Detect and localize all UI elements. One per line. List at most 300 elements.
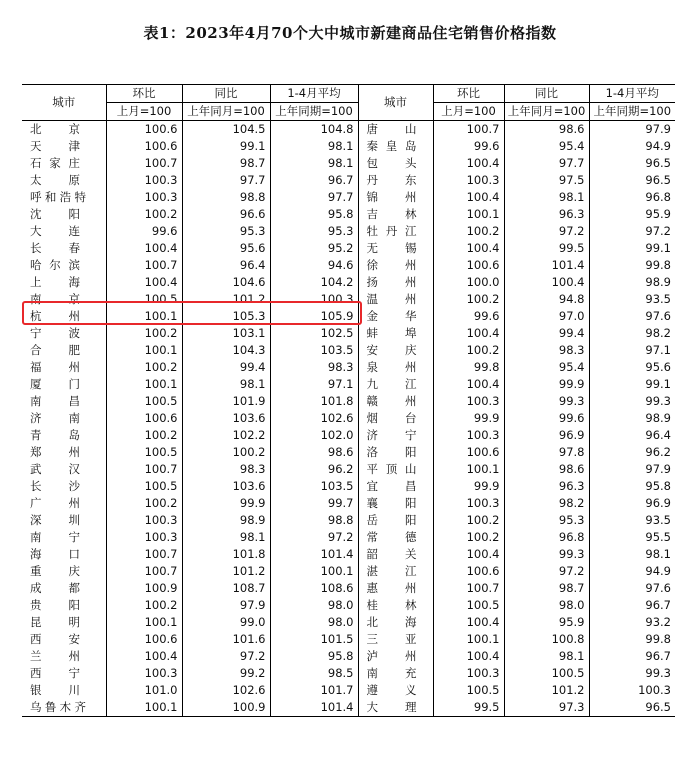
mom-value-left: 100.6 [106, 631, 182, 648]
city-name-left [22, 597, 106, 614]
avg-value-right: 99.1 [645, 377, 671, 391]
avg-value-right: 93.5 [645, 513, 671, 527]
city-name-text: 锦州 [366, 190, 417, 204]
yoy-value-right: 98.2 [504, 495, 589, 512]
mom-value-right: 100.3 [433, 393, 504, 410]
table-row [22, 359, 675, 376]
mom-value-left: 100.1 [106, 614, 182, 631]
city-name-text: 哈尔滨 [30, 258, 80, 272]
avg-value-left: 102.6 [270, 410, 358, 427]
city-name-text: 长沙 [30, 479, 80, 493]
yoy-value-right: 98.3 [504, 342, 589, 359]
yoy-value-left: 100.2 [182, 444, 270, 461]
avg-value-right: 96.5 [589, 699, 675, 717]
mom-value-left: 100.9 [106, 580, 182, 597]
yoy-value-right: 95.4 [504, 359, 589, 376]
city-name-right [358, 121, 433, 139]
avg-value-left: 97.2 [270, 529, 358, 546]
city-name-text: 襄阳 [366, 496, 417, 510]
city-name-left [22, 614, 106, 631]
mom-value-right: 100.5 [433, 682, 504, 699]
table-row [22, 631, 675, 648]
avg-value-left: 103.5 [270, 342, 358, 359]
avg-value-left: 108.6 [270, 580, 358, 597]
table-row [22, 614, 675, 631]
mom-value-right: 99.9 [433, 478, 504, 495]
avg-value-left: 96.2 [270, 461, 358, 478]
table-row [22, 240, 675, 257]
mom-value-left: 100.7 [106, 257, 182, 274]
yoy-value-left: 103.6 [182, 410, 270, 427]
yoy-value-right: 98.7 [504, 580, 589, 597]
avg-value-right: 97.2 [645, 224, 671, 238]
table-row [22, 223, 675, 240]
avg-value-left: 101.8 [270, 393, 358, 410]
city-header-left: 城市 [22, 85, 106, 121]
yoy-base-right: 上年同月=100 [504, 103, 589, 121]
yoy-value-left: 101.2 [182, 291, 270, 308]
avg-base-right: 上年同期=100 [589, 103, 675, 121]
city-name-text: 牡丹江 [366, 224, 417, 238]
avg-value-left: 95.2 [270, 240, 358, 257]
table-row [22, 529, 675, 546]
city-name-text: 平顶山 [366, 462, 417, 476]
avg-value-left: 98.3 [270, 359, 358, 376]
mom-value-left: 100.3 [106, 512, 182, 529]
city-name-left [22, 376, 106, 393]
city-name-right [358, 308, 433, 325]
yoy-value-right: 95.9 [504, 614, 589, 631]
city-name-text: 大连 [30, 224, 80, 238]
mom-value-left: 100.3 [106, 665, 182, 682]
city-name-right [358, 665, 433, 682]
city-name-text: 北海 [366, 615, 417, 629]
city-name-text: 蚌埠 [366, 326, 417, 340]
city-name-text: 南充 [366, 666, 417, 680]
table-title: 表1：2023年4月70个大中城市新建商品住宅销售价格指数 [143, 24, 557, 42]
city-name-text: 天津 [30, 139, 80, 153]
city-name-text: 大理 [366, 700, 417, 714]
table-row [22, 325, 675, 342]
yoy-base-left: 上年同月=100 [182, 103, 270, 121]
city-name-text: 遵义 [366, 683, 417, 697]
avg-value-left: 104.8 [270, 121, 358, 139]
city-name-left [22, 257, 106, 274]
city-name-right [358, 223, 433, 240]
city-name-right [358, 529, 433, 546]
avg-value-left: 103.5 [270, 478, 358, 495]
city-name-text: 唐山 [366, 122, 417, 136]
yoy-value-left: 97.7 [182, 172, 270, 189]
city-name-right [358, 359, 433, 376]
city-name-left [22, 223, 106, 240]
mom-value-right: 100.3 [433, 665, 504, 682]
table-row [22, 257, 675, 274]
city-name-right [358, 597, 433, 614]
city-name-text: 徐州 [366, 258, 417, 272]
mom-value-left: 100.2 [106, 495, 182, 512]
city-name-text: 南京 [30, 292, 80, 306]
avg-value-right: 96.9 [645, 496, 671, 510]
city-name-text: 宜昌 [366, 479, 417, 493]
yoy-value-left: 99.1 [182, 138, 270, 155]
yoy-value-left: 104.5 [182, 121, 270, 139]
yoy-value-left: 98.9 [182, 512, 270, 529]
avg-value-left: 98.5 [270, 665, 358, 682]
city-name-text: 桂林 [366, 598, 417, 612]
avg-value-left: 98.1 [270, 155, 358, 172]
mom-value-right: 100.6 [433, 257, 504, 274]
table-row [22, 342, 675, 359]
city-name-text: 三亚 [366, 632, 417, 646]
city-name-text: 丹东 [366, 173, 417, 187]
city-name-left [22, 478, 106, 495]
avg-value-right: 100.3 [638, 683, 671, 697]
mom-value-left: 100.4 [106, 274, 182, 291]
city-name-right [358, 563, 433, 580]
mom-value-left: 100.7 [106, 546, 182, 563]
yoy-value-right: 96.9 [504, 427, 589, 444]
price-index-table [22, 84, 675, 717]
mom-value-right: 100.2 [433, 512, 504, 529]
city-name-left [22, 240, 106, 257]
mom-value-right: 100.2 [433, 291, 504, 308]
city-name-text: 乌鲁木齐 [30, 700, 86, 714]
table-row [22, 410, 675, 427]
yoy-value-right: 97.2 [504, 563, 589, 580]
city-name-text: 包头 [366, 156, 417, 170]
avg-value-right: 99.1 [645, 241, 671, 255]
mom-value-right: 99.5 [433, 699, 504, 717]
city-name-left [22, 461, 106, 478]
avg-value-right: 97.6 [645, 309, 671, 323]
avg-value-right: 99.3 [645, 666, 671, 680]
avg-value-left: 95.8 [270, 206, 358, 223]
city-name-left [22, 138, 106, 155]
yoy-value-left: 101.9 [182, 393, 270, 410]
mom-value-left: 100.1 [106, 376, 182, 393]
mom-value-right: 100.3 [433, 427, 504, 444]
city-name-text: 秦皇岛 [366, 139, 417, 153]
avg-value-right: 94.9 [645, 139, 671, 153]
city-name-text: 济南 [30, 411, 80, 425]
avg-value-left: 101.5 [270, 631, 358, 648]
yoy-header-left: 同比 [182, 85, 270, 103]
avg-value-right: 99.3 [645, 394, 671, 408]
yoy-value-right: 101.2 [504, 682, 589, 699]
city-name-left [22, 495, 106, 512]
city-name-left [22, 393, 106, 410]
avg-value-left: 98.0 [270, 597, 358, 614]
mom-value-right: 100.7 [433, 121, 504, 139]
mom-value-right: 100.2 [433, 342, 504, 359]
yoy-value-right: 98.0 [504, 597, 589, 614]
city-name-left [22, 342, 106, 359]
avg-value-left: 105.9 [270, 308, 358, 325]
city-name-text: 韶关 [366, 547, 417, 561]
yoy-value-right: 97.0 [504, 308, 589, 325]
city-name-text: 温州 [366, 292, 417, 306]
city-name-text: 杭州 [30, 309, 80, 323]
table-row [22, 155, 675, 172]
mom-value-left: 100.2 [106, 206, 182, 223]
city-name-right [358, 155, 433, 172]
city-name-text: 太原 [30, 173, 80, 187]
city-name-left [22, 699, 106, 717]
yoy-value-right: 96.8 [504, 529, 589, 546]
avg-base-left: 上年同期=100 [270, 103, 358, 121]
mom-value-right: 99.9 [433, 410, 504, 427]
mom-value-right: 100.5 [433, 597, 504, 614]
yoy-value-left: 104.3 [182, 342, 270, 359]
yoy-value-right: 98.6 [504, 461, 589, 478]
avg-value-left: 96.7 [270, 172, 358, 189]
mom-value-left: 100.2 [106, 597, 182, 614]
city-header-right: 城市 [358, 85, 433, 121]
mom-value-left: 100.2 [106, 359, 182, 376]
city-name-text: 无锡 [366, 241, 417, 255]
city-name-left [22, 121, 106, 139]
city-name-left [22, 155, 106, 172]
city-name-left [22, 529, 106, 546]
yoy-value-left: 97.9 [182, 597, 270, 614]
city-name-right [358, 580, 433, 597]
city-name-left [22, 512, 106, 529]
mom-value-right: 100.2 [433, 223, 504, 240]
yoy-value-left: 105.3 [182, 308, 270, 325]
table-row [22, 121, 675, 139]
avg-value-right: 98.9 [645, 411, 671, 425]
mom-value-left: 100.5 [106, 478, 182, 495]
city-name-text: 北京 [30, 122, 80, 136]
yoy-header-right: 同比 [504, 85, 589, 103]
city-name-text: 银川 [30, 683, 80, 697]
mom-value-left: 100.2 [106, 427, 182, 444]
mom-value-right: 100.4 [433, 546, 504, 563]
mom-value-right: 99.6 [433, 308, 504, 325]
yoy-value-left: 99.9 [182, 495, 270, 512]
avg-value-right: 98.9 [645, 275, 671, 289]
city-name-left [22, 325, 106, 342]
mom-value-left: 100.3 [106, 172, 182, 189]
table-row [22, 699, 675, 717]
city-name-text: 九江 [366, 377, 417, 391]
city-name-text: 泉州 [366, 360, 417, 374]
city-name-right [358, 206, 433, 223]
city-name-text: 扬州 [366, 275, 417, 289]
city-name-text: 常德 [366, 530, 417, 544]
mom-value-left: 100.7 [106, 155, 182, 172]
avg-value-right: 95.5 [645, 530, 671, 544]
avg-value-left: 98.6 [270, 444, 358, 461]
mom-value-right: 100.4 [433, 614, 504, 631]
avg-value-right: 97.1 [645, 343, 671, 357]
city-name-left [22, 410, 106, 427]
city-name-text: 宁波 [30, 326, 80, 340]
avg-value-left: 94.6 [270, 257, 358, 274]
avg-value-right: 93.5 [645, 292, 671, 306]
yoy-value-left: 97.2 [182, 648, 270, 665]
yoy-value-right: 101.4 [504, 257, 589, 274]
highlight-box-nanjing [22, 301, 362, 325]
yoy-value-right: 99.6 [504, 410, 589, 427]
avg-value-right: 99.8 [645, 258, 671, 272]
mom-value-right: 100.4 [433, 155, 504, 172]
city-name-right [358, 189, 433, 206]
yoy-value-left: 98.1 [182, 376, 270, 393]
mom-value-left: 100.7 [106, 563, 182, 580]
mom-value-left: 100.3 [106, 189, 182, 206]
city-name-left [22, 189, 106, 206]
mom-value-left: 100.1 [106, 699, 182, 717]
avg-value-left: 101.4 [270, 546, 358, 563]
table-row [22, 189, 675, 206]
yoy-value-right: 98.1 [504, 648, 589, 665]
mom-value-left: 100.1 [106, 342, 182, 359]
table-row [22, 274, 675, 291]
yoy-value-left: 98.3 [182, 461, 270, 478]
mom-value-right: 100.6 [433, 444, 504, 461]
mom-value-left: 100.6 [106, 138, 182, 155]
table-row [22, 665, 675, 682]
city-name-right [358, 461, 433, 478]
yoy-value-left: 108.7 [182, 580, 270, 597]
mom-value-right: 100.4 [433, 376, 504, 393]
yoy-value-left: 102.6 [182, 682, 270, 699]
avg-value-left: 101.4 [270, 699, 358, 717]
yoy-value-left: 95.6 [182, 240, 270, 257]
yoy-value-right: 100.8 [504, 631, 589, 648]
table-row [22, 206, 675, 223]
avg-value-right: 98.2 [645, 326, 671, 340]
city-name-left [22, 427, 106, 444]
mom-value-right: 99.8 [433, 359, 504, 376]
city-name-text: 岳阳 [366, 513, 417, 527]
table-row [22, 580, 675, 597]
avg-value-right: 97.6 [645, 581, 671, 595]
mom-value-left: 100.5 [106, 291, 182, 308]
city-name-right [358, 376, 433, 393]
city-name-left [22, 359, 106, 376]
table-row [22, 427, 675, 444]
table-row [22, 172, 675, 189]
table-row [22, 563, 675, 580]
mom-value-right: 100.1 [433, 206, 504, 223]
yoy-value-right: 95.3 [504, 512, 589, 529]
table-row [22, 138, 675, 155]
city-name-text: 金华 [366, 309, 417, 323]
city-name-text: 吉林 [366, 207, 417, 221]
city-name-right [358, 342, 433, 359]
city-name-left [22, 665, 106, 682]
avg-value-left: 100.3 [270, 291, 358, 308]
yoy-value-right: 97.8 [504, 444, 589, 461]
avg-value-right: 95.6 [645, 360, 671, 374]
table-row [22, 546, 675, 563]
city-name-text: 贵阳 [30, 598, 80, 612]
yoy-value-left: 101.6 [182, 631, 270, 648]
city-name-text: 福州 [30, 360, 80, 374]
city-name-text: 南宁 [30, 530, 80, 544]
avg-value-left: 98.1 [270, 138, 358, 155]
avg-value-left: 99.7 [270, 495, 358, 512]
city-name-left [22, 648, 106, 665]
yoy-value-right: 99.9 [504, 376, 589, 393]
city-name-text: 郑州 [30, 445, 80, 459]
mom-value-left: 99.6 [106, 223, 182, 240]
avg-value-left: 97.1 [270, 376, 358, 393]
yoy-value-right: 98.1 [504, 189, 589, 206]
avg-value-right: 96.8 [645, 190, 671, 204]
table-row [22, 648, 675, 665]
mom-value-left: 100.7 [106, 461, 182, 478]
yoy-value-right: 99.5 [504, 240, 589, 257]
yoy-value-left: 103.1 [182, 325, 270, 342]
yoy-value-right: 97.3 [504, 699, 589, 717]
city-name-left [22, 444, 106, 461]
city-name-right [358, 614, 433, 631]
city-name-text: 长春 [30, 241, 80, 255]
avg-value-left: 98.0 [270, 614, 358, 631]
avg-value-right: 96.7 [645, 598, 671, 612]
avg-header-left: 1-4月平均 [270, 85, 358, 103]
city-name-text: 西宁 [30, 666, 80, 680]
city-name-left [22, 580, 106, 597]
yoy-value-left: 98.8 [182, 189, 270, 206]
mom-value-left: 100.5 [106, 444, 182, 461]
table-row [22, 461, 675, 478]
city-name-right [358, 325, 433, 342]
mom-value-right: 100.4 [433, 189, 504, 206]
city-name-text: 青岛 [30, 428, 80, 442]
city-name-right [358, 291, 433, 308]
mom-value-left: 100.2 [106, 325, 182, 342]
yoy-value-right: 100.5 [504, 665, 589, 682]
mom-value-left: 100.5 [106, 393, 182, 410]
yoy-value-right: 97.5 [504, 172, 589, 189]
yoy-value-left: 102.2 [182, 427, 270, 444]
avg-value-right: 96.4 [645, 428, 671, 442]
city-name-right [358, 274, 433, 291]
city-name-text: 南昌 [30, 394, 80, 408]
mom-value-right: 100.3 [433, 172, 504, 189]
yoy-value-left: 96.4 [182, 257, 270, 274]
city-name-right [358, 172, 433, 189]
city-name-right [358, 631, 433, 648]
city-name-text: 武汉 [30, 462, 80, 476]
yoy-value-left: 99.4 [182, 359, 270, 376]
avg-value-right: 96.5 [645, 173, 671, 187]
table-row [22, 512, 675, 529]
mom-value-left: 100.6 [106, 410, 182, 427]
mom-base-left: 上月=100 [106, 103, 182, 121]
table-row [22, 682, 675, 699]
city-name-text: 安庆 [366, 343, 417, 357]
yoy-value-left: 98.1 [182, 529, 270, 546]
avg-value-left: 104.2 [270, 274, 358, 291]
city-name-right [358, 699, 433, 717]
city-name-left [22, 563, 106, 580]
city-name-text: 海口 [30, 547, 80, 561]
avg-value-right: 96.5 [645, 156, 671, 170]
city-name-text: 沈阳 [30, 207, 80, 221]
avg-value-left: 97.7 [270, 189, 358, 206]
yoy-value-right: 97.2 [504, 223, 589, 240]
avg-value-right: 95.9 [645, 207, 671, 221]
avg-value-right: 94.9 [645, 564, 671, 578]
city-name-right [358, 495, 433, 512]
city-name-text: 兰州 [30, 649, 80, 663]
